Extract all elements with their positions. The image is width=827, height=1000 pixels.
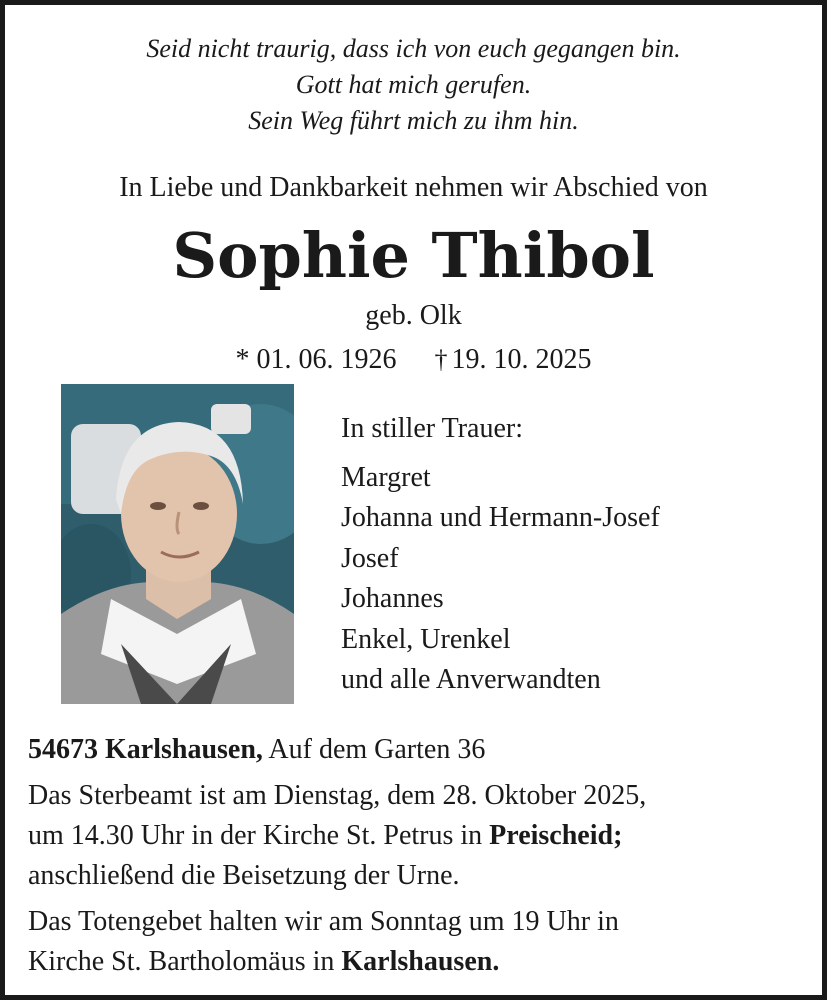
deceased-name: Sophie Thibol <box>172 219 655 292</box>
verse-line: Seid nicht traurig, dass ich von euch gegangen bin. <box>146 34 681 63</box>
maiden-name: geb. Olk <box>365 300 462 331</box>
cross-icon: † <box>434 345 448 374</box>
portrait-photo <box>61 384 294 704</box>
life-dates <box>5 343 822 377</box>
mourner-name: und alle Anverwandten <box>341 664 601 695</box>
mourners-list <box>341 409 660 701</box>
service-details <box>28 730 812 982</box>
mourner-name: Josef <box>341 542 399 574</box>
birth-date: * 01. 06. 1926 <box>235 344 397 375</box>
address-line <box>28 730 812 770</box>
mourner-name: Enkel, Urenkel <box>341 623 511 655</box>
mourners-heading: In stiller Trauer: <box>341 413 523 444</box>
verse-line: Sein Weg führt mich zu ihm hin. <box>248 106 579 135</box>
prayer-church: Kirche St. Bartholomäus in <box>28 946 335 977</box>
memorial-verse <box>5 31 822 139</box>
service-time: um 14.30 Uhr in der Kirche St. Petrus in <box>28 820 483 851</box>
prayer-place: Karlshausen. <box>341 946 500 977</box>
service-line: Das Sterbeamt ist am Dienstag, dem 28. Oktober 2025, <box>28 780 647 811</box>
service-line <box>28 816 812 856</box>
mourner-name: Margret <box>341 461 431 493</box>
farewell-intro: In Liebe und Dankbarkeit nehmen wir Abschied von <box>119 172 708 203</box>
mourner-name: Johannes <box>341 583 444 614</box>
prayer-line <box>28 942 812 982</box>
prayer-line: Das Totengebet halten wir am Sonntag um 19 Uhr in <box>28 906 619 937</box>
verse-line: Gott hat mich gerufen. <box>295 70 532 99</box>
mourner-name: Johanna und Hermann-Josef <box>341 502 660 533</box>
service-line: anschließend die Beisetzung der Urne. <box>28 860 460 891</box>
portrait-image <box>61 384 294 704</box>
service-place: Preischeid; <box>489 820 623 851</box>
address-place: 54673 Karlshausen, <box>28 734 263 765</box>
address-street: Auf dem Garten 36 <box>268 734 486 765</box>
death-date: 19. 10. 2025 <box>451 344 592 375</box>
